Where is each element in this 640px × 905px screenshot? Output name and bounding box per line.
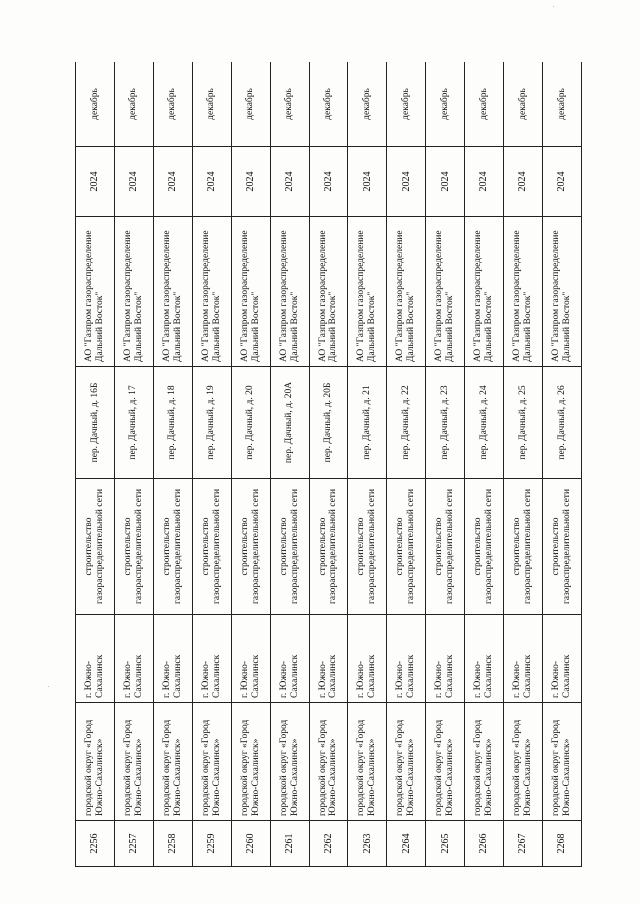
table-row [426,62,465,867]
city-cell: г. Южно-Сахалинск [76,615,115,703]
work-type-cell: строительство газораспределительной сети [309,479,348,615]
month-cell: декабрь [426,62,465,147]
row-number: 2262 [309,821,348,867]
city-cell: г. Южно-Сахалинск [504,615,543,703]
row-number: 2268 [543,821,582,867]
address-cell: пер. Дачный, д. 20 [231,367,270,479]
row-number: 2267 [504,821,543,867]
year-cell: 2024 [153,147,192,217]
work-type-cell: строительство газораспределительной сети [270,479,309,615]
work-type-cell: строительство газораспределительной сети [387,479,426,615]
address-cell: пер. Дачный, д. 22 [387,367,426,479]
city-cell: г. Южно-Сахалинск [309,615,348,703]
address-cell: пер. Дачный, д. 16Б [76,367,115,479]
row-number: 2264 [387,821,426,867]
year-cell: 2024 [76,147,115,217]
address-cell: пер. Дачный, д. 21 [348,367,387,479]
municipality-cell: городской округ «Город Южно-Сахалинск» [504,703,543,821]
city-cell: г. Южно-Сахалинск [387,615,426,703]
month-cell: декабрь [504,62,543,147]
work-type-cell: строительство газораспределительной сети [192,479,231,615]
work-type-cell: строительство газораспределительной сети [348,479,387,615]
month-cell: декабрь [465,62,504,147]
city-cell: г. Южно-Сахалинск [153,615,192,703]
municipality-cell: городской округ «Город Южно-Сахалинск» [153,703,192,821]
city-cell: г. Южно-Сахалинск [543,615,582,703]
year-cell: 2024 [309,147,348,217]
year-cell: 2024 [504,147,543,217]
table-body [76,62,582,867]
year-cell: 2024 [231,147,270,217]
scan-speck [553,6,554,7]
municipality-cell: городской округ «Город Южно-Сахалинск» [231,703,270,821]
city-cell: г. Южно-Сахалинск [270,615,309,703]
table-viewport [75,62,582,867]
municipality-cell: городской округ «Город Южно-Сахалинск» [426,703,465,821]
city-cell: г. Южно-Сахалинск [231,615,270,703]
year-cell: 2024 [348,147,387,217]
month-cell: декабрь [387,62,426,147]
row-number: 2258 [153,821,192,867]
year-cell: 2024 [192,147,231,217]
row-number: 2256 [76,821,115,867]
row-number: 2265 [426,821,465,867]
year-cell: 2024 [114,147,153,217]
municipality-cell: городской округ «Город Южно-Сахалинск» [348,703,387,821]
month-cell: декабрь [270,62,309,147]
city-cell: г. Южно-Сахалинск [114,615,153,703]
organization-cell: АО "Газпром газораспределение Дальний Восток" [192,217,231,367]
year-cell: 2024 [270,147,309,217]
row-number: 2259 [192,821,231,867]
month-cell: декабрь [309,62,348,147]
work-type-cell: строительство газораспределительной сети [76,479,115,615]
month-cell: декабрь [114,62,153,147]
address-cell: пер. Дачный, д. 26 [543,367,582,479]
year-cell: 2024 [543,147,582,217]
table-row [231,62,270,867]
work-type-cell: строительство газораспределительной сети [231,479,270,615]
month-cell: декабрь [543,62,582,147]
table-row [270,62,309,867]
gasification-schedule-table [75,62,582,867]
work-type-cell: строительство газораспределительной сети [465,479,504,615]
city-cell: г. Южно-Сахалинск [465,615,504,703]
organization-cell: АО "Газпром газораспределение Дальний Восток" [153,217,192,367]
table-row [348,62,387,867]
year-cell: 2024 [426,147,465,217]
row-number: 2257 [114,821,153,867]
work-type-cell: строительство газораспределительной сети [504,479,543,615]
address-cell: пер. Дачный, д. 25 [504,367,543,479]
organization-cell: АО "Газпром газораспределение Дальний Восток" [504,217,543,367]
row-number: 2261 [270,821,309,867]
municipality-cell: городской округ «Город Южно-Сахалинск» [387,703,426,821]
address-cell: пер. Дачный, д. 19 [192,367,231,479]
address-cell: пер. Дачный, д. 18 [153,367,192,479]
organization-cell: АО "Газпром газораспределение Дальний Восток" [231,217,270,367]
organization-cell: АО "Газпром газораспределение Дальний Восток" [114,217,153,367]
work-type-cell: строительство газораспределительной сети [543,479,582,615]
municipality-cell: городской округ «Город Южно-Сахалинск» [114,703,153,821]
row-number: 2263 [348,821,387,867]
work-type-cell: строительство газораспределительной сети [426,479,465,615]
organization-cell: АО "Газпром газораспределение Дальний Восток" [465,217,504,367]
table-row [465,62,504,867]
table-row [309,62,348,867]
row-number: 2260 [231,821,270,867]
month-cell: декабрь [192,62,231,147]
municipality-cell: городской округ «Город Южно-Сахалинск» [465,703,504,821]
address-cell: пер. Дачный, д. 20А [270,367,309,479]
year-cell: 2024 [387,147,426,217]
table-row [192,62,231,867]
municipality-cell: городской округ «Город Южно-Сахалинск» [192,703,231,821]
work-type-cell: строительство газораспределительной сети [114,479,153,615]
year-cell: 2024 [465,147,504,217]
rotated-table-container [75,62,582,867]
municipality-cell: городской округ «Город Южно-Сахалинск» [76,703,115,821]
month-cell: декабрь [348,62,387,147]
organization-cell: АО "Газпром газораспределение Дальний Восток" [348,217,387,367]
organization-cell: АО "Газпром газораспределение Дальний Восток" [309,217,348,367]
table-row [543,62,582,867]
address-cell: пер. Дачный, д. 23 [426,367,465,479]
city-cell: г. Южно-Сахалинск [192,615,231,703]
municipality-cell: городской округ «Город Южно-Сахалинск» [270,703,309,821]
address-cell: пер. Дачный, д. 24 [465,367,504,479]
table-row [76,62,115,867]
address-cell: пер. Дачный, д. 20Б [309,367,348,479]
city-cell: г. Южно-Сахалинск [426,615,465,703]
municipality-cell: городской округ «Город Южно-Сахалинск» [543,703,582,821]
table-row [387,62,426,867]
municipality-cell: городской округ «Город Южно-Сахалинск» [309,703,348,821]
organization-cell: АО "Газпром газораспределение Дальний Восток" [76,217,115,367]
work-type-cell: строительство газораспределительной сети [153,479,192,615]
month-cell: декабрь [153,62,192,147]
organization-cell: АО "Газпром газораспределение Дальний Восток" [387,217,426,367]
city-cell: г. Южно-Сахалинск [348,615,387,703]
table-row [153,62,192,867]
address-cell: пер. Дачный, д. 17 [114,367,153,479]
month-cell: декабрь [76,62,115,147]
table-row [504,62,543,867]
scan-speck [48,686,49,687]
organization-cell: АО "Газпром газораспределение Дальний Восток" [270,217,309,367]
row-number: 2266 [465,821,504,867]
month-cell: декабрь [231,62,270,147]
organization-cell: АО "Газпром газораспределение Дальний Восток" [543,217,582,367]
organization-cell: АО "Газпром газораспределение Дальний Восток" [426,217,465,367]
table-row [114,62,153,867]
